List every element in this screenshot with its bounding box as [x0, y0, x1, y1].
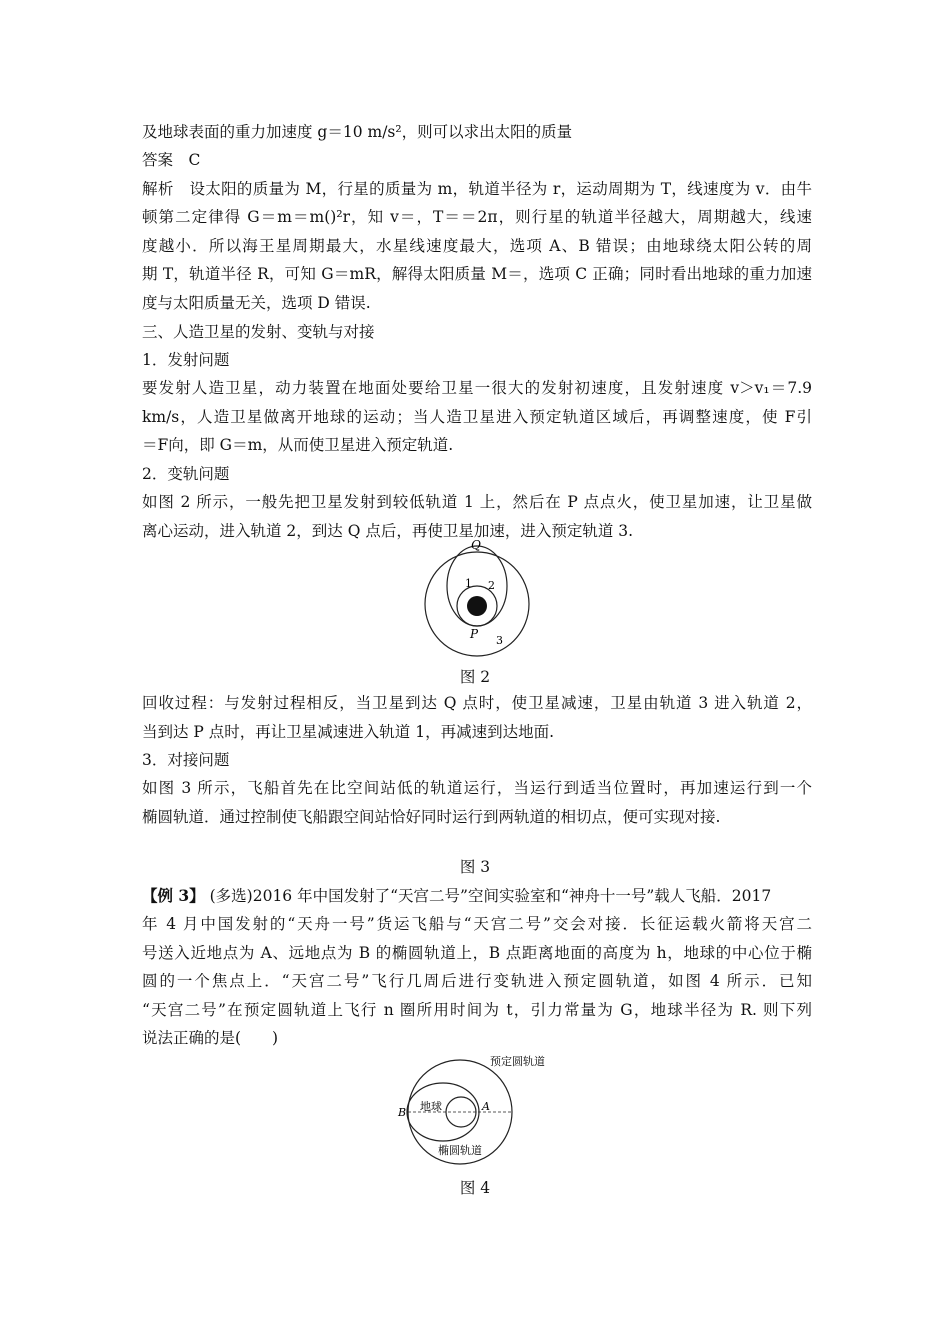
answer-line: 答案 C	[142, 151, 201, 169]
section-heading: 三、人造卫星的发射、变轨与对接	[142, 323, 375, 341]
figure-3-caption: 图 3	[459, 858, 491, 876]
analysis-line: 度与太阳质量无关，选项 D 错误.	[142, 294, 371, 312]
example-line	[142, 886, 812, 906]
paragraph-line: 要发射人造卫星，动力装置在地面处要给卫星一很大的发射初速度，且发射速度 v＞v₁＝7.9	[142, 379, 812, 397]
subheading: 3．对接问题	[142, 751, 230, 769]
figure-2-orbit-diagram	[420, 538, 535, 658]
figure-4-orbit-diagram	[390, 1052, 575, 1174]
label-Q: Q	[471, 538, 481, 552]
label-B: B	[398, 1106, 407, 1119]
paragraph-line: 椭圆轨道．通过控制使飞船跟空间站恰好同时运行到两轨道的相切点，便可实现对接.	[142, 808, 721, 826]
paragraph-line: 如图 2 所示，一般先把卫星发射到较低轨道 1 上，然后在 P 点点火，使卫星加速，让卫星做	[142, 493, 812, 511]
analysis-line: 解析 设太阳的质量为 M，行星的质量为 m，轨道半径为 r，运动周期为 T，线速度为 v．由牛	[142, 180, 812, 198]
paragraph-line: 离心运动，进入轨道 2，到达 Q 点后，再使卫星加速，进入预定轨道 3.	[142, 522, 634, 540]
analysis-line: 度越小．所以海王星周期最大，水星线速度最大，选项 A、B 错误；由地球绕太阳公转的周	[142, 237, 812, 255]
label-A: A	[482, 1100, 490, 1113]
label-predetermined-circular-orbit: 预定圆轨道	[490, 1055, 545, 1068]
analysis-line: 顿第二定律得 G＝m＝m()²r，知 v＝，T＝＝2π，则行星的轨道半径越大，周期越大，线速	[142, 208, 812, 226]
subheading: 1．发射问题	[142, 351, 230, 369]
analysis-line: 期 T，轨道半径 R，可知 G＝mR，解得太阳质量 M＝，选项 C 正确；同时看出地球的重力加速	[142, 265, 812, 283]
paragraph-line: ＝F向，即 G＝m，从而使卫星进入预定轨道.	[142, 436, 454, 454]
example-line: “天宫二号”在预定圆轨道上飞行 n 圈所用时间为 t，引力常量为 G，地球半径为 R. 则下列	[142, 1001, 812, 1019]
example-line: 圆的一个焦点上．“天宫二号”飞行几周后进行变轨进入预定圆轨道，如图 4 所示．已知	[142, 972, 812, 990]
example-line: 年 4 月中国发射的“天舟一号”货运飞船与“天宫二号”交会对接．长征运载火箭将天宫二	[142, 915, 812, 933]
label-earth: 地球	[420, 1100, 442, 1113]
text-line: 及地球表面的重力加速度 g＝10 m/s²，则可以求出太阳的质量	[142, 123, 573, 141]
label-orbit-1: 1	[465, 577, 472, 590]
label-elliptical-orbit: 椭圆轨道	[438, 1144, 482, 1157]
example-text: (多选)2016 年中国发射了“天宫二号”空间实验室和“神舟十一号”载人飞船．2017	[209, 887, 772, 905]
label-orbit-3: 3	[496, 634, 503, 647]
paragraph-line: 当到达 P 点时，再让卫星减速进入轨道 1，再减速到达地面.	[142, 723, 555, 741]
paragraph-line: 回收过程：与发射过程相反，当卫星到达 Q 点时，使卫星减速，卫星由轨道 3 进入轨道 2，	[142, 694, 812, 712]
label-orbit-2: 2	[488, 579, 495, 592]
earth-disc	[467, 596, 487, 616]
example-tag: 【例 3】	[142, 886, 205, 905]
example-line: 说法正确的是( )	[142, 1029, 279, 1047]
figure-4-caption: 图 4	[459, 1179, 491, 1197]
figure-2-caption: 图 2	[459, 668, 491, 686]
label-P: P	[470, 627, 479, 641]
example-line: 号送入近地点为 A、远地点为 B 的椭圆轨道上，B 点距离地面的高度为 h，地球的中心位于椭	[142, 944, 812, 962]
paragraph-line: 如图 3 所示，飞船首先在比空间站低的轨道运行，当运行到适当位置时，再加速运行到一个	[142, 779, 812, 797]
subheading: 2．变轨问题	[142, 465, 230, 483]
paragraph-line: km/s，人造卫星做离开地球的运动；当人造卫星进入预定轨道区域后，再调整速度，使 F引	[142, 408, 812, 426]
